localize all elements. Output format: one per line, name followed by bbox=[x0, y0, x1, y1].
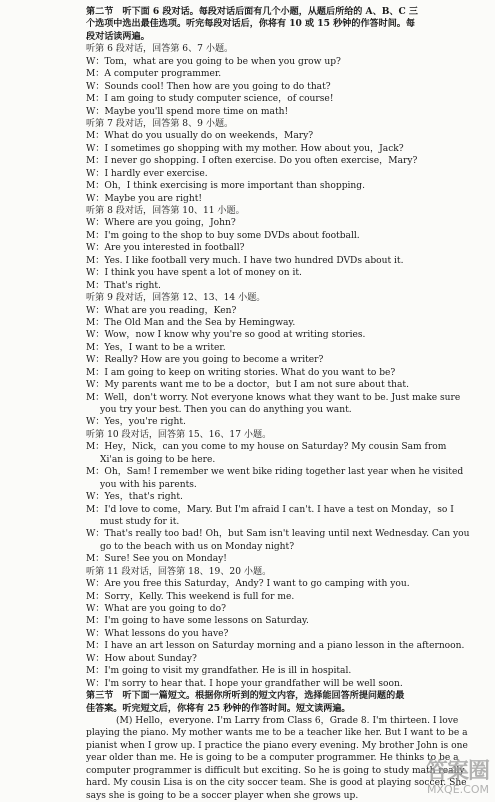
text-line: W：Wow，now I know why you're so good at writing stories. bbox=[86, 330, 366, 341]
text-line: W：What are you reading，Ken? bbox=[86, 305, 237, 316]
text-line: W：Are you interested in football? bbox=[86, 243, 245, 254]
text-line: W：That's really too bad! Oh，but Sam isn't leaving until next Wednesday. Can you bbox=[86, 529, 470, 540]
text-line: W：I sometimes go shopping with my mother. How about you，Jack? bbox=[86, 143, 404, 154]
text-line: W：What lessons do you have? bbox=[86, 628, 229, 639]
text-line: you try your best. Then you can do anything you want. bbox=[100, 405, 352, 415]
text-line: M：What do you usually do on weekends，Mary? bbox=[86, 131, 314, 142]
text-line: M：Hey，Nick，can you come to my house on Saturday? My cousin Sam from bbox=[86, 442, 447, 453]
text-line: M：Yes. I like football very much. I have two hundred DVDs about it. bbox=[86, 255, 404, 266]
text-line: W：I think you have spent a lot of money on it. bbox=[86, 268, 302, 279]
section-heading-line: 段对话读两遍。 bbox=[86, 30, 150, 42]
text-line: year older than me. He is going to be a computer programmer. He thinks to be a bbox=[86, 753, 459, 764]
text-line: W：Are you free this Saturday，Andy? I want to go camping with you. bbox=[86, 579, 410, 590]
text-line: M：I'm going to visit my grandfather. He is ill in hospital. bbox=[86, 666, 352, 677]
section-heading-line: 个选项中选出最佳选项。听完每段对话后，你将有 10 或 15 秒钟的作答时间。每 bbox=[86, 18, 415, 30]
text-line: pianist when I grow up. I practice the piano every evening. My brother John is one bbox=[86, 740, 468, 751]
text-line: Xi'an is going to be here. bbox=[100, 454, 216, 465]
text-line: 听第 9 段对话，回答第 12、13、14 小题。 bbox=[86, 293, 266, 304]
section-heading-line: 第三节 听下面一篇短文。根据你所听到的短文内容，选择能回答所提问题的最 bbox=[86, 690, 405, 702]
text-line: M：Sorry，Kelly. This weekend is full for me. bbox=[86, 591, 295, 602]
text-line: M：I never go shopping. I often exercise. Do you often exercise，Mary? bbox=[86, 156, 418, 167]
text-line: W：My parents want me to be a doctor，but I am not sure about that. bbox=[86, 380, 409, 391]
text-line: M：A computer programmer. bbox=[86, 69, 222, 80]
text-line: 听第 11 段对话，回答第 18、19、20 小题。 bbox=[86, 566, 272, 577]
text-line: you with his parents. bbox=[100, 479, 197, 490]
text-line: W：Where are you going，John? bbox=[86, 218, 236, 229]
text-line: M：I'd love to come，Mary. But I'm afraid I can't. I have a test on Monday，so I bbox=[86, 504, 454, 515]
text-line: M：I'm going to the shop to buy some DVDs about football. bbox=[86, 230, 360, 241]
text-line: go to the beach with us on Monday night? bbox=[100, 541, 295, 552]
text-line: M：I am going to keep on writing stories. What do you want to be? bbox=[86, 367, 396, 378]
text-line: M：Sure! See you on Monday! bbox=[86, 554, 227, 565]
text-line: M：Oh，Sam! I remember we went bike riding together last year when he visited bbox=[86, 467, 464, 478]
text-line: 听第 8 段对话，回答第 10、11 小题。 bbox=[86, 206, 245, 216]
text-line: hard. My cousin Lisa is on the city soccer team. She is good at playing soccer. She bbox=[86, 778, 467, 789]
text-line: M：Oh，I think exercising is more important than shopping. bbox=[86, 181, 365, 192]
text-line: W：Sounds cool! Then how are you going to do that? bbox=[86, 81, 331, 92]
text-line: must study for it. bbox=[100, 516, 180, 527]
watermark-url: MXQE.COM bbox=[427, 783, 489, 796]
text-line: W：What are you going to do? bbox=[86, 604, 226, 614]
text-line: 听第 7 段对话，回答第 8、9 小题。 bbox=[86, 118, 234, 129]
text-line: W：How about Sunday? bbox=[86, 653, 197, 664]
text-line: M：The Old Man and the Sea by Hemingway. bbox=[86, 317, 296, 328]
section-heading-line: 佳答案。听完短文后，你将有 25 秒钟的作答时间。短文读两遍。 bbox=[86, 702, 351, 714]
text-line: 听第 6 段对话，回答第 6、7 小题。 bbox=[86, 44, 234, 55]
text-line: 听第 10 段对话，回答第 15、16、17 小题。 bbox=[86, 429, 272, 440]
text-line: W：Maybe you are right! bbox=[86, 193, 203, 204]
text-line: W：Maybe you'll spend more time on math! bbox=[86, 106, 289, 117]
text-line: (M) Hello，everyone. I'm Larry from Class 6，Grade 8. I'm thirteen. I love bbox=[116, 715, 459, 726]
text-line: M：Well，don't worry. Not everyone knows what they want to be. Just make sure bbox=[86, 392, 461, 403]
text-line: playing the piano. My mother wants me to be a teacher like her. But I want to be a bbox=[86, 728, 468, 739]
text-line: M：That's right. bbox=[86, 280, 161, 291]
text-line: W：Really? How are you going to become a writer? bbox=[86, 355, 324, 366]
text-line: W：Yes，that's right. bbox=[86, 492, 183, 503]
text-line: M：Yes，I want to be a writer. bbox=[86, 342, 226, 353]
text-line: M：I have an art lesson on Saturday morning and a piano lesson in the afternoon. bbox=[86, 641, 465, 652]
text-line: computer programmer is difficult but exciting. So he is going to study math really bbox=[86, 765, 465, 776]
text-line: W：Yes，you're right. bbox=[86, 417, 186, 428]
text-line: W：Tom，what are you going to be when you grow up? bbox=[86, 56, 341, 67]
text-line: W：I hardly ever exercise. bbox=[86, 168, 208, 179]
text-line: M：I'm going to have some lessons on Saturday. bbox=[86, 616, 309, 627]
section-heading-line: 第二节 听下面 6 段对话。每段对话后面有几个小题，从题后所给的 A、B、C 三 bbox=[86, 6, 418, 17]
text-line: M：I am going to study computer science，of course! bbox=[86, 94, 334, 105]
watermark-logo-text: 答案圈 bbox=[425, 759, 489, 784]
text-line: W：I'm sorry to hear that. I hope your grandfather will be well soon. bbox=[86, 678, 403, 689]
document-page bbox=[0, 6, 495, 802]
text-line: says she is going to be a soccer player when she grows up. bbox=[86, 790, 359, 801]
